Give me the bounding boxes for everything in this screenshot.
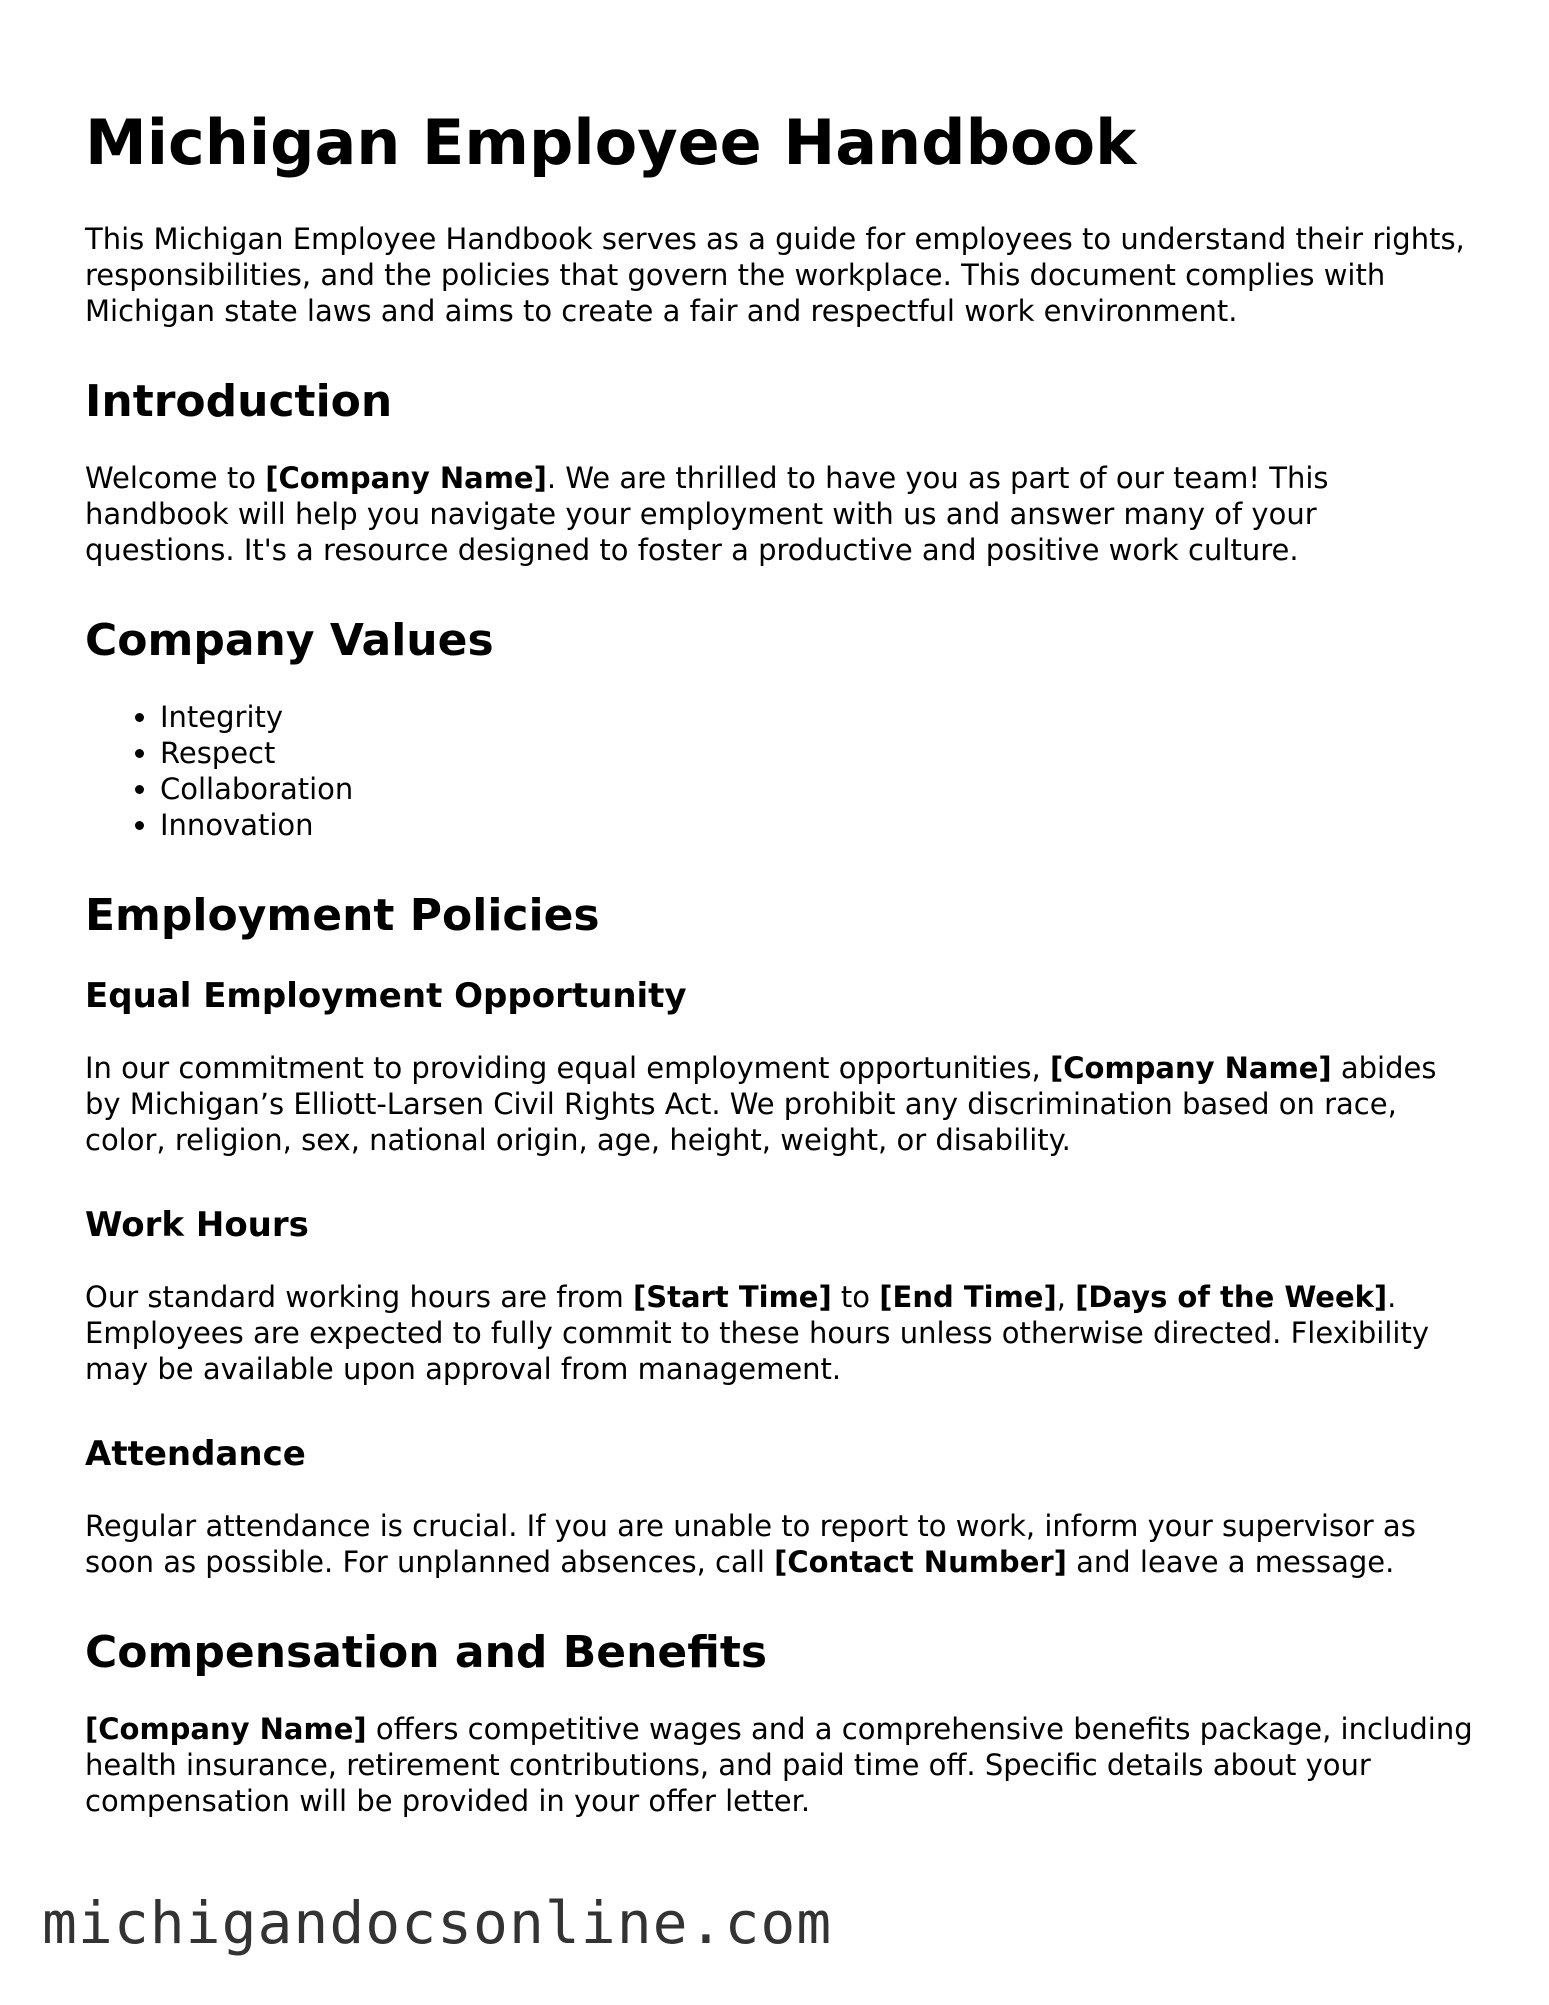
employment-policies-heading: Employment Policies <box>85 890 600 941</box>
placeholder-start-time: [Start Time] <box>633 1280 832 1314</box>
page-title: Michigan Employee Handbook <box>85 106 1137 179</box>
eeo-heading: Equal Employment Opportunity <box>85 976 687 1016</box>
placeholder-company-name: [Company Name] <box>265 461 547 495</box>
list-item: • Respect <box>160 735 1475 771</box>
placeholder-company-name: [Company Name] <box>1049 1051 1332 1085</box>
eeo-paragraph: In our commitment to providing equal employment opportunities, [Company Name] abides by Michigan’s Elliott-Larsen Civil Rights Act. We prohibit any discrimination based on race, color, religion, sex, national origin, age, height, weight, or disability. <box>85 1051 1437 1157</box>
introduction-heading: Introduction <box>85 376 393 427</box>
work-hours-paragraph: Our standard working hours are from [Start Time] to [End Time], [Days of the Week]. Employees are expected to fully commit to these hours unless otherwise directed. Flexibility may be available upon approval from management. <box>85 1280 1429 1386</box>
placeholder-contact-number: [Contact Number] <box>774 1545 1067 1579</box>
work-hours-heading: Work Hours <box>85 1205 309 1245</box>
company-values-list <box>85 699 1475 843</box>
placeholder-end-time: [End Time] <box>879 1280 1057 1314</box>
compensation-paragraph: [Company Name] offers competitive wages and a comprehensive benefits package, including health insurance, retirement contributions, and paid time off. Specific details about your compensation will be provided in your offer letter. <box>85 1712 1473 1818</box>
company-values-heading: Company Values <box>85 615 494 666</box>
attendance-heading: Attendance <box>85 1434 306 1474</box>
list-item: • Collaboration <box>160 771 1475 807</box>
introduction-paragraph: Welcome to [Company Name]. We are thrilled to have you as part of our team! This handbook will help you navigate your employment with us and answer many of your questions. It's a resource designed to foster a productive and positive work culture. <box>85 461 1329 567</box>
intro-paragraph: This Michigan Employee Handbook serves as a guide for employees to understand their rights, responsibilities, and the policies that govern the workplace. This document complies with Michigan state laws and aims to create a fair and respectful work environment. <box>85 222 1465 328</box>
list-item: • Innovation <box>160 807 1475 843</box>
placeholder-company-name: [Company Name] <box>85 1712 367 1746</box>
list-item: • Integrity <box>160 699 1475 735</box>
watermark: michigandocsonline.com <box>42 1889 833 1957</box>
placeholder-days-of-week: [Days of the Week] <box>1075 1280 1388 1314</box>
document-page <box>85 105 1475 1864</box>
compensation-heading: Compensation and Benefits <box>85 1627 768 1678</box>
attendance-paragraph: Regular attendance is crucial. If you are unable to report to work, inform your supervisor as soon as possible. For unplanned absences, call [Contact Number] and leave a message. <box>85 1509 1416 1579</box>
